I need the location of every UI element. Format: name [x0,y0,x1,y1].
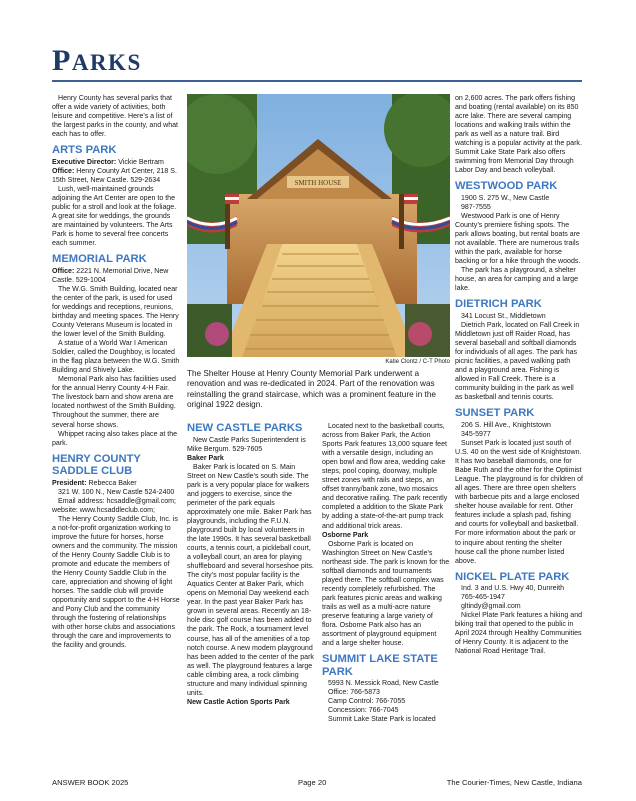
summit-office: Office: 766-5873 [328,689,380,697]
summit-concession: Concession: 766-7045 [328,707,399,715]
baker-park-body: Baker Park is located on S. Main Street on New Castle’s south side. The park is a very popular place for walkers and joggers to exercise, since the perimeter of the park equals approximately one mile. Baker Park has playgrounds, including the F.U.N. playground built by local volunteers in the late 1990s. It has several basketball courts, a tennis court, a pickleball court, a volleyball court, an area for playing shuffleboard and several horseshoe pits. The city’s most popular facility is the Aquatics Center at Baker Park, which opens on Memorial Day weekend each year. In the past year Baker Park has grown in several areas. Recently an 18-hole disc golf course has been added to the park. The Rock, a tournament level course, has all of the amenities of a top notch course. A new modern playground has been added to the center of the park as well. The playground features a large cable climbing area, a rock climbing structure and many individual spinning units. [187,463,314,697]
saddle-contact: Email address: hcsaddle@gmail.com; website: www.hcsaddleclub.com; [52,497,176,514]
arts-park-heading: ARTS PARK [52,144,117,157]
memorial-park-heading: MEMORIAL PARK [52,253,147,266]
arts-body: Lush, well-maintained grounds adjoining the Art Center are open to the public for a stroll and look at the foliage. A great site for weddings, the grounds are maintained by volunteers. The Arts Park is home to several free concerts each summer. [52,185,177,248]
intro-text: Henry County has several parks that offer a wide variety of activities, both leisure and competitive. Here’s a list of the largest parks in the county, and what each has to offer. [52,95,179,139]
osborne-park-body: Osborne Park is located on Washington Street on New Castle’s northeast side. The park is known for the softball diamonds and tournaments played there. The softball complex was recently completely refurbished. The park features picnic areas and walking trails as well as a multi-acre nature preserve featuring a large variety of flora. Osborne Park also has an assortment of playground equipment and a large shelter house. [322,540,450,648]
nickel-address: Ind. 3 and U.S. Hwy 40, Dunreith [461,585,565,593]
arts-director: Executive Director: Vickie Bertram [52,158,164,166]
column-2 [187,422,315,707]
column-3 [322,422,450,724]
photo-caption: The Shelter House at Henry County Memorial Park underwent a renovation and was re-dedicated in 2024. Part of the renovation was reinstalling the grand staircase, which was a prominent feature in the original 1922 design. [187,369,436,410]
photo-credit: Katie Clontz / C-T Photo [385,359,450,365]
memorial-p3: Memorial Park also has facilities used for the annual Henry County 4-H Fair. The livestock barn and show arena are located northwest of the Smith Building. Throughout the summer, there are several horse shows. [52,376,176,429]
column-4 [455,94,583,657]
page-title: PARKS [52,44,142,77]
shelter-house-image [187,94,450,357]
action-sports-body: Located next to the basketball courts, across from Baker Park, the Action Sports Park features 13,000 square feet with a versatile design, including an open bowl and flow area, wedding cake steps, pool coping, doorway, multiple street zones with rails and steps, an offset tranny/bank zone, two mosaics and decorative railing. The park recently completed a addition to the Skate Park by adding a state-of-the-art pump track and additional trick areas. [322,423,448,530]
saddle-club-heading: HENRY COUNTY SADDLE CLUB [52,452,141,478]
summit-address: 5993 N. Messick Road, New Castle [328,680,439,688]
dietrich-park-heading: DIETRICH PARK [455,298,542,311]
summit-lake-heading: SUMMIT LAKE STATE PARK [322,653,438,678]
memorial-p1: The W.G. Smith Building, located near the center of the park, is used for used for weddings and receptions, reunions, birthday and meeting spaces. The Henry County Veterans Museum is located in the lower level of the Smith Building. [52,285,179,339]
arts-office: Office: Henry County Art Center, 218 S. 15th Street, New Castle. 529-2634 [52,167,177,184]
dietrich-address: 341 Locust St., Middletown [461,312,546,320]
footer-right: The Courier-Times, New Castle, Indiana [446,778,582,787]
westwood-park-heading: WESTWOOD PARK [455,180,558,193]
summit-body-cont: on 2,600 acres. The park offers fishing and boating (rental available) on its 850 acre lake. There are several camping locations and walking trails within the park as well as a nature trail. Bird watching is a popular activity at the park. Summit Lake State Park also offers swimming from Memorial Day through Labor Day and beach volleyball. [455,95,582,175]
footer-left: ANSWER BOOK 2025 [52,778,129,787]
saddle-president: President: Rebecca Baker [52,479,137,487]
baker-park-subhead: Baker Park [187,454,224,462]
westwood-address: 1900 S. 275 W., New Castle [461,194,550,202]
sunset-park-heading: SUNSET PARK [455,407,535,420]
superintendent-text: New Castle Parks Superintendent is Mike Bergum. 529-7605 [187,436,306,453]
memorial-p4: Whippet racing also takes place at the park. [52,430,178,447]
sunset-phone: 345-5977 [461,430,491,438]
nickel-plate-heading: NICKEL PLATE PARK [455,570,570,583]
footer-page-number: Page 20 [298,778,327,787]
saddle-body: The Henry County Saddle Club, Inc. is a not-for-profit organization working to improve the future for horses, horse owners and the community. The mission of the Henry County Saddle Club is to promote and educate the members of the Henry County Saddle Club in the care, appreciation and showing of light horses. The saddle club will provide opportunity and support to the 4-H Horse and Pony Club and the community through the fostering of relationships with other horse clubs and associations through the care and improvements to the facility and grounds. [52,515,180,650]
nickel-body: Nickel Plate Park features a hiking and biking trail that opened to the public in April 2024 through Healthy Communities of Henry County. It is adjacent to the National Road Heritage Trail. [455,612,583,656]
sign-text: SMITH HOUSE [294,179,342,187]
title-rule [52,80,582,82]
memorial-p2: A statue of a World War I American Soldier, called the Doughboy, is located in the flag plaza between the W.G. Smith Building and Shively Lake. [52,340,180,375]
saddle-address: 321 W. 100 N., New Castle 524-2400 [58,488,175,496]
westwood-phone: 987-7555 [461,203,491,211]
memorial-office: Office: 2221 N. Memorial Drive, New Castle. 529-1004 [52,267,169,284]
osborne-park-subhead: Osborne Park [322,531,369,539]
summit-camp: Camp Control: 766-7055 [328,698,406,706]
westwood-p2: The park has a playground, a shelter house, an area for camping and a large lake. [455,267,579,293]
sunset-body: Sunset Park is located just south of U.S. 40 on the west side of Knightstown. It has two baseball diamonds, one for Babe Ruth and the other for the Optimist League. The playground is for children of all ages. There are three open shelters with barbecue pits and a large enclosed shelter house available for rent. Other features include a splash pad, fishing and courts for volleyball and basketball. For more information about the park or to inquire about renting the shelter house call the phone number listed above. [455,440,583,565]
nickel-phone: 765-465-1947 [461,594,505,602]
nickel-email: gltindy@gmail.com [461,603,521,611]
dietrich-body: Dietrich Park, located on Fall Creek in Middletown just off Raider Road, has several baseball and softball diamonds for individuals of all ages. The park has picnic facilities, a paved walking path and a playground area. Fishing is allowed in Fall Creek. There is a community building in the park as well as basketball and tennis courts. [455,321,580,402]
shelter-house-photo [187,94,450,357]
column-1 [52,94,180,651]
summit-body-start: Summit Lake State Park is located [328,716,436,724]
action-sports-subhead: New Castle Action Sports Park [187,698,290,706]
new-castle-parks-heading: NEW CASTLE PARKS [187,422,303,434]
westwood-p1: Westwood Park is one of Henry County’s premiere fishing spots. The park allows boating, but rental boats are not available. There are numerous trails within the park, available for horse backing or for a hike through the woods. [455,213,581,266]
sunset-address: 206 S. Hill Ave., Knightstown [461,421,551,429]
